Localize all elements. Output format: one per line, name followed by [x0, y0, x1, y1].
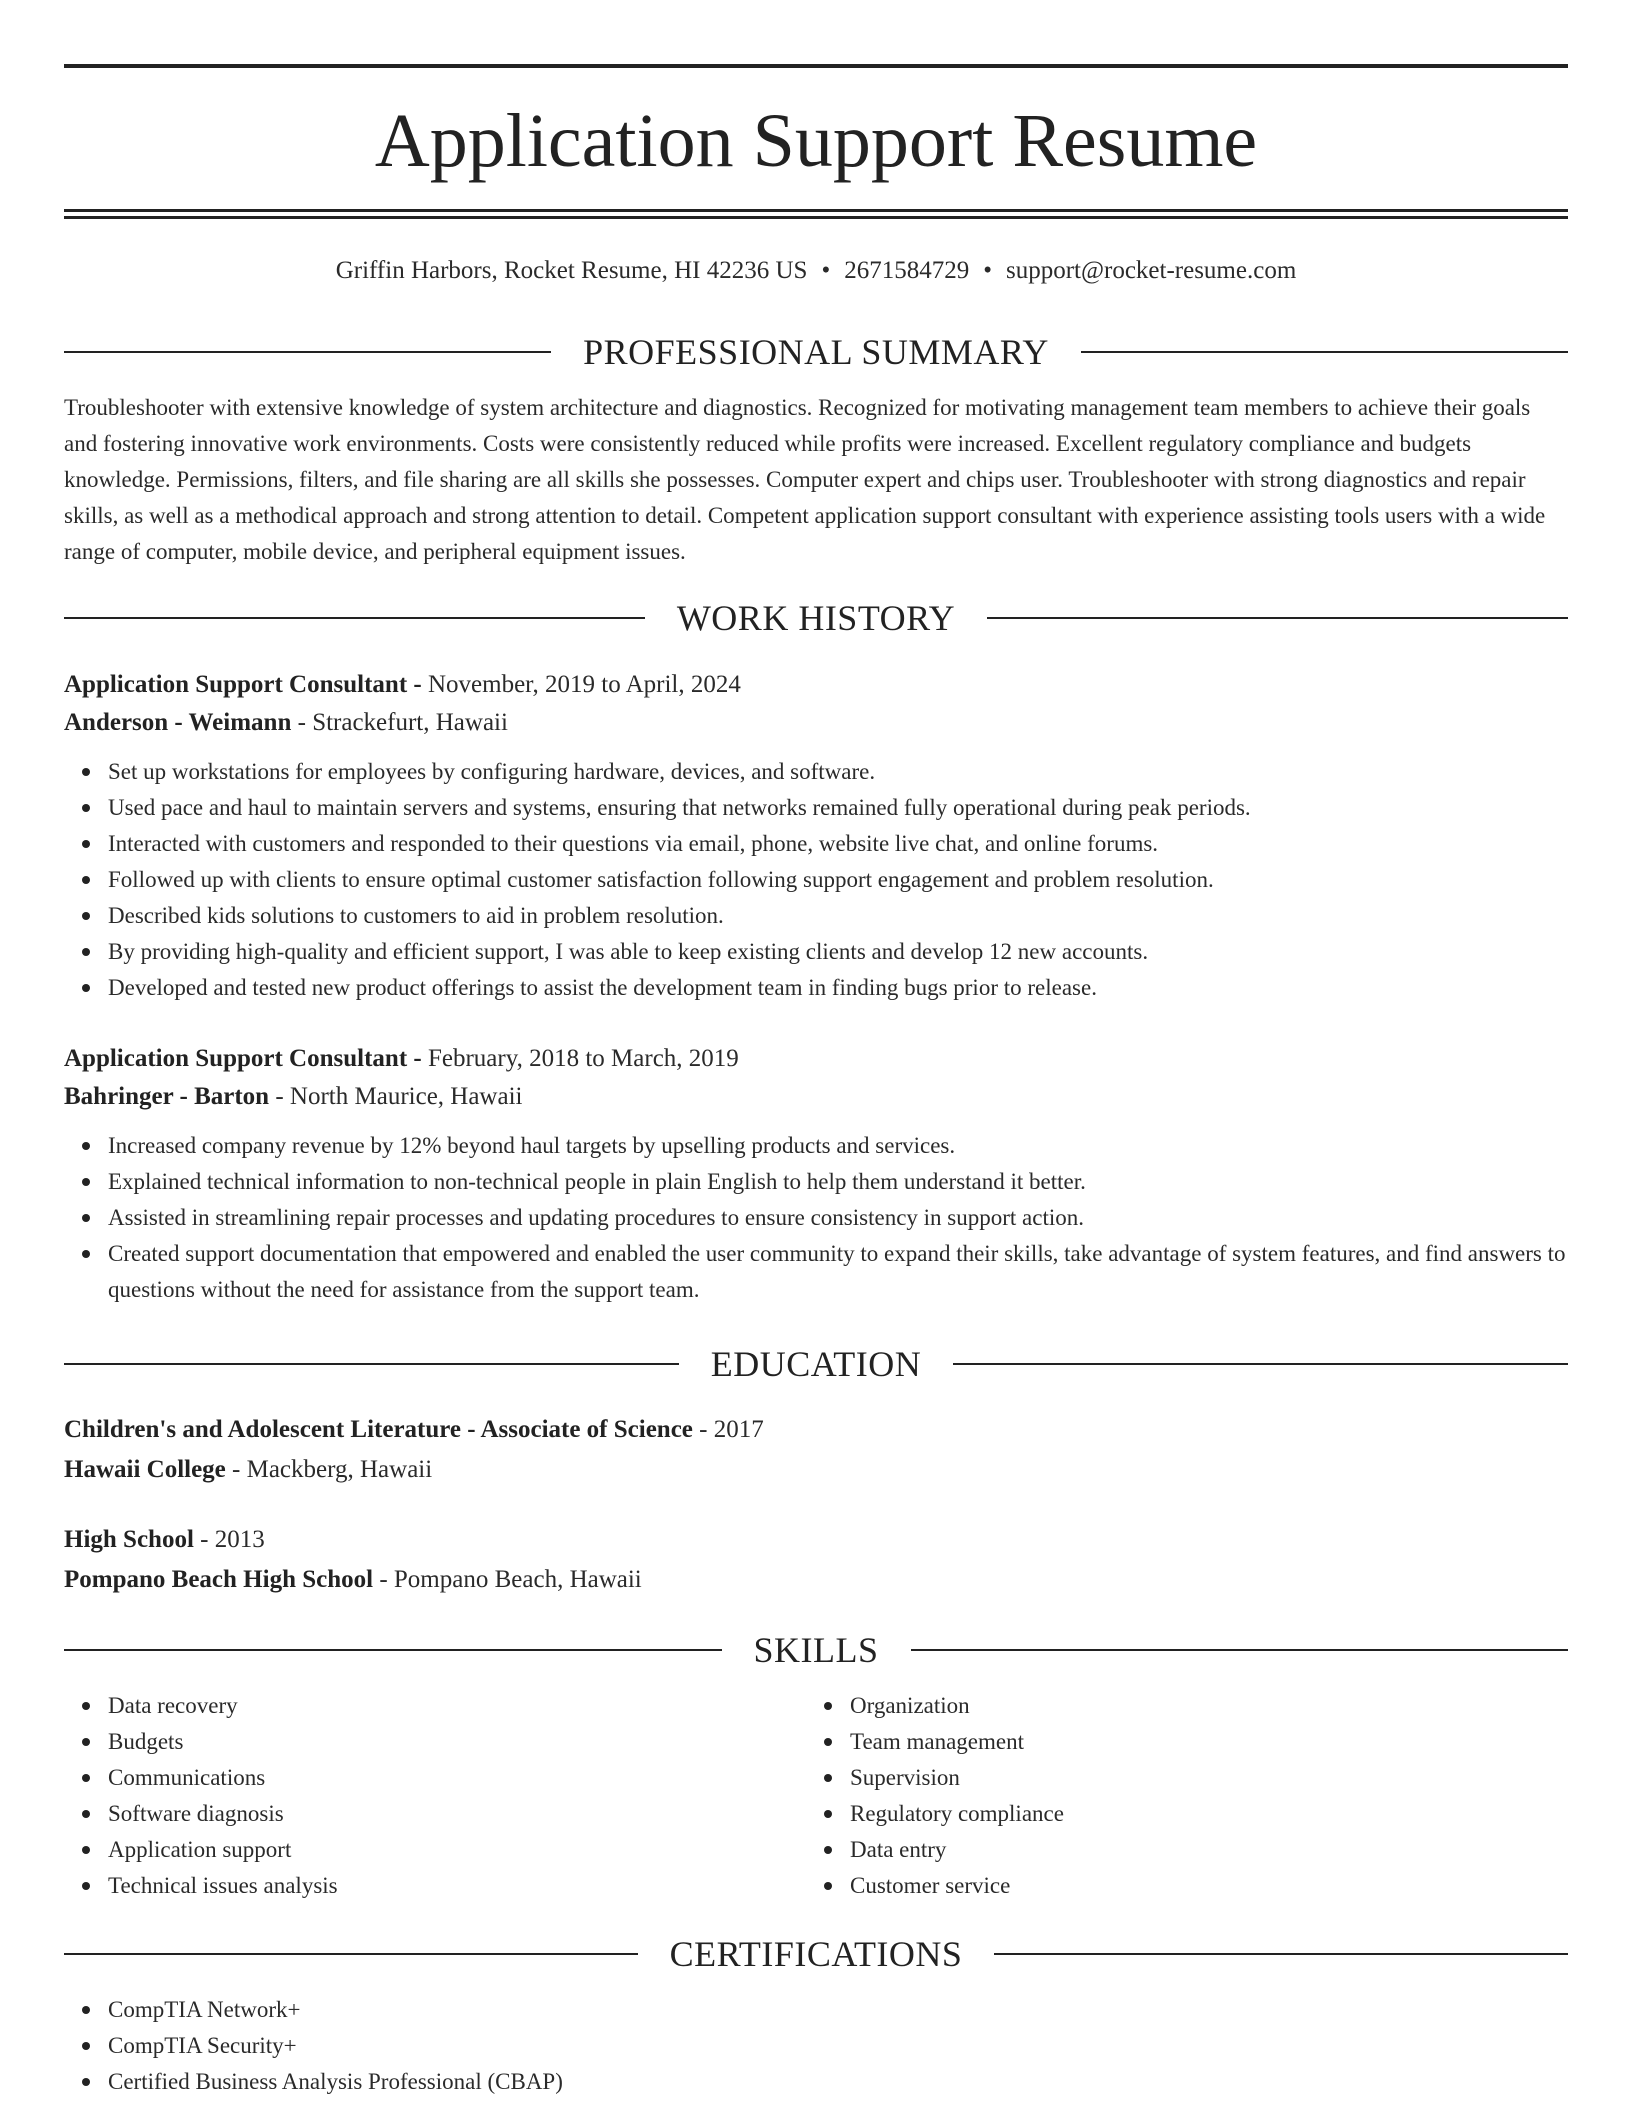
section-title: SKILLS — [753, 1629, 879, 1670]
heading-rule-left — [64, 351, 551, 353]
education-dash: - — [225, 1455, 247, 1483]
summary-text: Troubleshooter with extensive knowledge of system architecture and diagnostics. Recognized for motivating management team members to achieve their goals and fostering innovative work environments. Costs were consistently reduced while profits were increased. Excellent regulatory compliance and budgets knowledge. Permissions, filters, and file sharing are all skills she possesses. Computer expert and chips user. Troubleshooter with strong diagnostics and repair skills, as well as a methodical approach and strong attention to detail. Competent application support consultant with experience assisting tools users with a wide range of computer, mobile device, and peripheral equipment issues. — [64, 394, 1546, 564]
job-company: Anderson - Weimann — [64, 708, 292, 736]
education-school: Pompano Beach High School — [64, 1565, 374, 1593]
list-item: Communications — [108, 1760, 806, 1796]
heading-rule-right — [1081, 351, 1568, 353]
certifications-list — [64, 1992, 1568, 2100]
education-degree: High School — [64, 1525, 194, 1553]
list-item: By providing high-quality and efficient support, I was able to keep existing clients and develop 12 new accounts. — [108, 934, 1568, 970]
section-title: EDUCATION — [710, 1343, 922, 1384]
job-company: Bahringer - Barton — [64, 1082, 270, 1110]
contact-line — [64, 255, 1568, 288]
education-degree-line — [64, 1520, 1568, 1560]
education-degree: Children's and Adolescent Literature - Associate of Science — [64, 1415, 693, 1443]
top-rule — [64, 64, 1568, 68]
contact-address: Griffin Harbors, Rocket Resume, HI 42236 US — [335, 257, 808, 285]
list-item: Followed up with clients to ensure optimal customer satisfaction following support engagement and problem resolution. — [108, 862, 1568, 898]
job-dates: November, 2019 to April, 2024 — [427, 670, 741, 698]
list-item: CompTIA Network+ — [108, 1992, 1568, 2028]
heading-rule-right — [994, 1953, 1568, 1955]
list-item: Certified Business Analysis Professional (CBAP) — [108, 2064, 1568, 2100]
list-item: Increased company revenue by 12% beyond haul targets by upselling products and services. — [108, 1128, 1568, 1164]
list-item: Technical issues analysis — [108, 1868, 806, 1904]
list-item: Explained technical information to non-technical people in plain English to help them understand it better. — [108, 1164, 1568, 1200]
contact-separator: • — [821, 257, 831, 285]
contact-phone[interactable]: 2671584729 — [844, 257, 970, 285]
list-item: Set up workstations for employees by configuring hardware, devices, and software. — [108, 754, 1568, 790]
list-item: Budgets — [108, 1724, 806, 1760]
title-double-rule — [64, 209, 1568, 219]
education-year: 2017 — [713, 1415, 764, 1443]
resume-title: Application Support Resume — [374, 99, 1258, 183]
section-title: PROFESSIONAL SUMMARY — [583, 331, 1049, 372]
list-item: Developed and tested new product offerings to assist the development team in finding bugs prior to release. — [108, 970, 1568, 1006]
certifications-block — [64, 1992, 1568, 2100]
section-heading-certifications — [64, 1934, 1568, 1974]
education-degree-line — [64, 1410, 1568, 1450]
education-dash: - — [193, 1525, 215, 1553]
list-item: Assisted in streamlining repair processes and updating procedures to ensure consistency in support action. — [108, 1200, 1568, 1236]
skills-right-list — [806, 1688, 1548, 1904]
education-dash: - — [692, 1415, 714, 1443]
job-dates: February, 2018 to March, 2019 — [427, 1044, 739, 1072]
heading-rule-right — [953, 1363, 1568, 1365]
job-bullets — [64, 1128, 1568, 1308]
job-title-line — [64, 666, 1568, 704]
job-location: North Maurice, Hawaii — [289, 1082, 523, 1110]
job-entry — [64, 1040, 1568, 1308]
list-item: Supervision — [850, 1760, 1548, 1796]
job-company-line — [64, 704, 1568, 742]
job-entry — [64, 666, 1568, 1006]
heading-rule-left — [64, 1953, 638, 1955]
list-item: Organization — [850, 1688, 1548, 1724]
list-item: Created support documentation that empowered and enabled the user community to expand their skills, take advantage of system features, and find answers to questions without the need for assistance from the support team. — [108, 1236, 1568, 1308]
contact-email[interactable]: support@rocket-resume.com — [1005, 257, 1297, 285]
education-location: Mackberg, Hawaii — [246, 1455, 433, 1483]
education-year: 2013 — [214, 1525, 265, 1553]
heading-rule-right — [911, 1649, 1569, 1651]
education-school: Hawaii College — [64, 1455, 226, 1483]
job-location: Strackefurt, Hawaii — [312, 708, 508, 736]
skills-left-list — [64, 1688, 806, 1904]
job-company-line — [64, 1078, 1568, 1116]
job-title: Application Support Consultant — [64, 1044, 408, 1072]
heading-rule-left — [64, 1363, 679, 1365]
list-item: Customer service — [850, 1868, 1548, 1904]
education-school-line — [64, 1560, 1568, 1600]
skills-columns — [64, 1688, 1568, 1904]
list-item: CompTIA Security+ — [108, 2028, 1568, 2064]
list-item: Software diagnosis — [108, 1796, 806, 1832]
list-item: Regulatory compliance — [850, 1796, 1548, 1832]
section-heading-summary — [64, 332, 1568, 372]
list-item: Interacted with customers and responded to their questions via email, phone, website live chat, and online forums. — [108, 826, 1568, 862]
job-dash: - — [407, 1044, 428, 1072]
education-dash: - — [373, 1565, 394, 1593]
job-dash: - — [291, 708, 313, 736]
section-heading-skills — [64, 1630, 1568, 1670]
job-title-line — [64, 1040, 1568, 1078]
education-entry — [64, 1410, 1568, 1490]
list-item: Data recovery — [108, 1688, 806, 1724]
job-bullets — [64, 754, 1568, 1006]
job-title: Application Support Consultant — [64, 670, 408, 698]
education-entry — [64, 1520, 1568, 1600]
heading-rule-right — [987, 617, 1568, 619]
list-item: Described kids solutions to customers to aid in problem resolution. — [108, 898, 1568, 934]
section-heading-education — [64, 1344, 1568, 1384]
heading-rule-left — [64, 1649, 722, 1651]
list-item: Data entry — [850, 1832, 1548, 1868]
education-location: Pompano Beach, Hawaii — [393, 1565, 642, 1593]
education-school-line — [64, 1450, 1568, 1490]
list-item: Used pace and haul to maintain servers and systems, ensuring that networks remained fully operational during peak periods. — [108, 790, 1568, 826]
heading-rule-left — [64, 617, 645, 619]
section-title: CERTIFICATIONS — [669, 1933, 963, 1974]
job-dash: - — [407, 670, 428, 698]
section-heading-work — [64, 598, 1568, 638]
list-item: Team management — [850, 1724, 1548, 1760]
section-title: WORK HISTORY — [676, 597, 956, 638]
resume-page — [64, 64, 1568, 2100]
list-item: Application support — [108, 1832, 806, 1868]
job-dash: - — [269, 1082, 290, 1110]
contact-separator: • — [983, 257, 992, 285]
